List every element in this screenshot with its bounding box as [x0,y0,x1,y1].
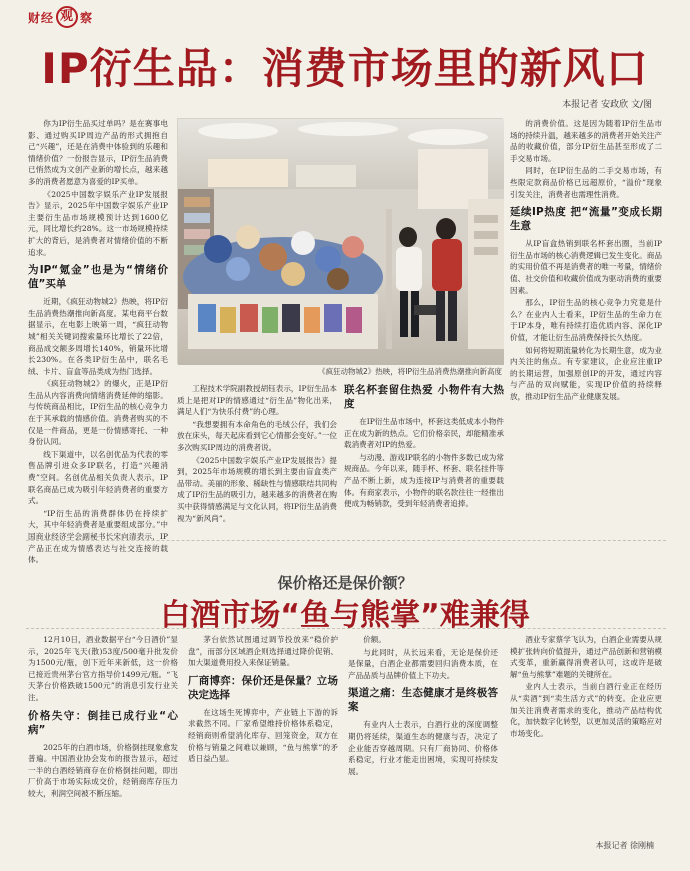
paragraph: 与此同时，从长远来看，无论是保价还是保量，白酒企业都需要回归消费本质，在产品品质与品牌价值上下功夫。 [348,647,498,680]
article2-column-1 [28,634,178,834]
article2-author: 本报记者 徐刚楠 [595,841,654,850]
subheading: 为IP“氪金”也是为“情绪价值”买单 [28,264,168,291]
paragraph: 2025年的白酒市场，价格倒挂现象愈发普遍。中国酒业协会发布的报告显示，超过一半的白酒经销商存在价格倒挂问题，即出厂价高于市场实际成交价，经销商库存压力较大，利润空间被不断压缩。 [28,742,178,798]
section-divider [26,628,666,629]
paragraph: 《疯狂动物城2》的爆火，正是IP衍生品从内容消费向情绪消费延伸的缩影。与传统商品相比，IP衍生品的核心竞争力在于其承载的情感价值。消费者购买的不仅是一件商品，更是一份情感寄托、一种身份认同。 [28,379,168,447]
paragraph: 与动漫、游戏IP联名的小物件多数已成为常规商品。今年以来，随手杯、杯套、联名挂件等产品不断上新，成为连接IP与消费者的重要载体。有商家表示，小物件的联名款往往一经推出便成为畅销款，受到年轻消费者追捧。 [344,452,504,509]
page-headline: IP衍生品：消费市场里的新风口 [41,44,649,93]
section-divider [26,540,666,541]
paragraph: 茅台依然试图通过调节投放来“稳价护盘”，而部分区域酒企则选择通过降价促销、加大渠道费用投入来保证销量。 [188,635,338,668]
paragraph: 12月10日，酒业数据平台“今日酒价”显示，2025年飞天(散)53度/500毫升批发价为1500元/瓶，创下近年来新低，这一价格已接近贵州茅台官方指导价1499元/瓶。“飞天茅台价格跌破1500元”的消息引发行业关注。 [28,635,178,702]
paragraph: 近期，《疯狂动物城2》热映，将IP衍生品消费热潮推向新高度。某电商平台数据显示，在电影上映第一周，“疯狂动物城”相关关键词搜索量环比增长了22倍，商品成交额多周增长140%，销量环比增长230%。在各类IP衍生品中，联名毛绒、卡片、盲盒等品类成为热门选择。 [28,297,168,376]
paragraph: “IP衍生品的消费群体仍在持续扩大，其中年轻消费者是重要组成部分。”中国商业经济学会副秘书长宋向清表示，IP产品正在成为情感表达与社交连接的载体。 [28,508,168,565]
paragraph: 你为IP衍生品买过单吗？是在赛事电影、通过购买IP周边产品的形式拥抱自己“兴趣”，还是在消费中体验到的乐趣和情绪价值？一份报告显示，IP衍生品消费已悄然成为文创产业新的增长点，越来越多的消费者愿意为喜爱的IP买单。 [28,119,168,186]
store-photo-image [178,119,504,365]
paragraph: 业内人士表示，当前白酒行业正在经历从“卖酒”到“卖生活方式”的转变。企业应更加关注消费者需求的变化，推动产品结构优化，加快数字化转型，以更加灵活的策略应对市场变化。 [510,682,662,738]
article2-headline: 白酒市场“鱼与熊掌”难兼得 [160,598,530,633]
paragraph: 同时，在IP衍生品的二手交易市场，有些限定款商品价格已远超原价，“溢价”现象引发关注，消费者也需理性消费。 [510,166,662,199]
paragraph: 的消费价值。这是因为随着IP衍生品市场的持续升温，越来越多的消费者开始关注产品的收藏价值，部分IP衍生品甚至形成了二手交易市场。 [510,119,662,163]
article-column-3 [344,378,504,528]
article2-column-4 [510,634,662,834]
paragraph: 《2025中国数字娱乐产业IP发展报告》提到，2025年市场规模的增长到主要由盲盒类产品带动。美丽的形象、稀缺性与情感联结共同构成了IP衍生品的吸引力，越来越多的消费者在购买中获得情感满足与文化认同，将IP衍生品消费视为“新风尚”。 [177,455,337,523]
paragraph: 价额。 [363,635,386,644]
paragraph: 如何将短期流量转化为长期生意，成为业内关注的焦点。有专家建议，企业应注重IP的长期运营，加强原创IP的开发，通过内容与产品的双向赋能，实现IP价值的持续释放，推动IP衍生品产业健康发展。 [510,345,662,401]
paragraph: 在这场生死博弈中，产业链上下游的诉求截然不同。厂家希望维持价格体系稳定，经销商则希望消化库存、回笼资金，双方在价格与销量之间难以兼顾，“鱼与熊掌”的矛盾日益凸显。 [188,707,338,764]
subheading: 联名杯套留住热爱 小物件有大热度 [344,384,504,410]
paragraph: “我想要拥有本命角色的毛绒公仔，我们会放在床头，每天起床看到它心情都会变好。”一位多次购买IP周边的消费者说。 [177,419,337,452]
paragraph: 在IP衍生品市场中，杯套这类低成本小物件正在成为新的热点。它们价格亲民，却能精准承载消费者对IP的热爱。 [344,417,504,450]
subheading: 厂商博弈：保价还是保量？立场决定选择 [188,674,338,701]
section-label-left: 财经 [28,10,55,25]
article2-column-2 [188,634,338,834]
store-photo [177,118,503,364]
paragraph: 工程技术学院副教授胡钰表示，IP衍生品本质上是把对IP的情感通过“衍生品”物化出来，满足人们“为快乐付费”的心理。 [177,384,337,417]
section-seal-icon: 观 [56,6,78,28]
subheading: 渠道之痛：生态健康才是终极答案 [348,687,498,714]
subheading: 延续IP热度 把“流量”变成长期生意 [510,206,662,233]
article2-kicker: 保价格还是保价额？ [277,574,413,592]
section-label-right: 察 [80,10,94,25]
paragraph: 线下渠道中，以名创优品为代表的零售品牌引进众多IP联名，打造“兴趣消费”空间。名创优品相关负责人表示，IP联名商品已成为吸引年轻消费者的重要方式。 [28,449,168,506]
article2-column-3 [348,634,498,834]
paragraph: 有业内人士表示，白酒行业的深度调整期仍将延续，渠道生态的健康与否，决定了企业能否穿越周期。只有厂商协同、价格体系稳定，行业才能走出困境，实现可持续发展。 [348,720,498,776]
article-column-2 [177,383,337,528]
paragraph: 酒业专家蔡学飞认为，白酒企业需要从规模扩张转向价值提升，通过产品创新和营销模式变革，重新赢得消费者认可，这或许是破解“鱼与熊掌”难题的关键所在。 [510,635,662,679]
subheading: 价格失守：倒挂已成行业“心病” [28,709,178,736]
article-column-4 [510,118,662,530]
photo-caption: 《疯狂动物城2》热映，将IP衍生品消费热潮推向新高度 [317,367,502,376]
paragraph: 那么，IP衍生品的核心竞争力究竟是什么？在业内人士看来，IP衍生品的生命力在于IP本身，唯有持续打造优质内容、深化IP价值，才能让衍生品消费保持长久热度。 [510,298,662,342]
article-column-1 [28,118,168,565]
paragraph: 从IP盲盒热销到联名杯套出圈，当前IP衍生品市场的核心消费逻辑已发生变化。商品的实用价值不再是消费者的唯一考量，情绪价值、社交价值和收藏价值成为驱动消费的重要因素。 [510,239,662,295]
section-header [28,6,93,28]
paragraph: 《2025中国数字娱乐产业IP发展报告》显示，2025年中国数字娱乐产业IP主要衍生品市场规模预计达到1600亿元，同比增长约28%。这一市场规模持续扩大的背后，是消费者对情绪价值的不断追求。 [28,189,168,257]
byline: 本报记者 安政欣 文/图 [562,100,652,110]
